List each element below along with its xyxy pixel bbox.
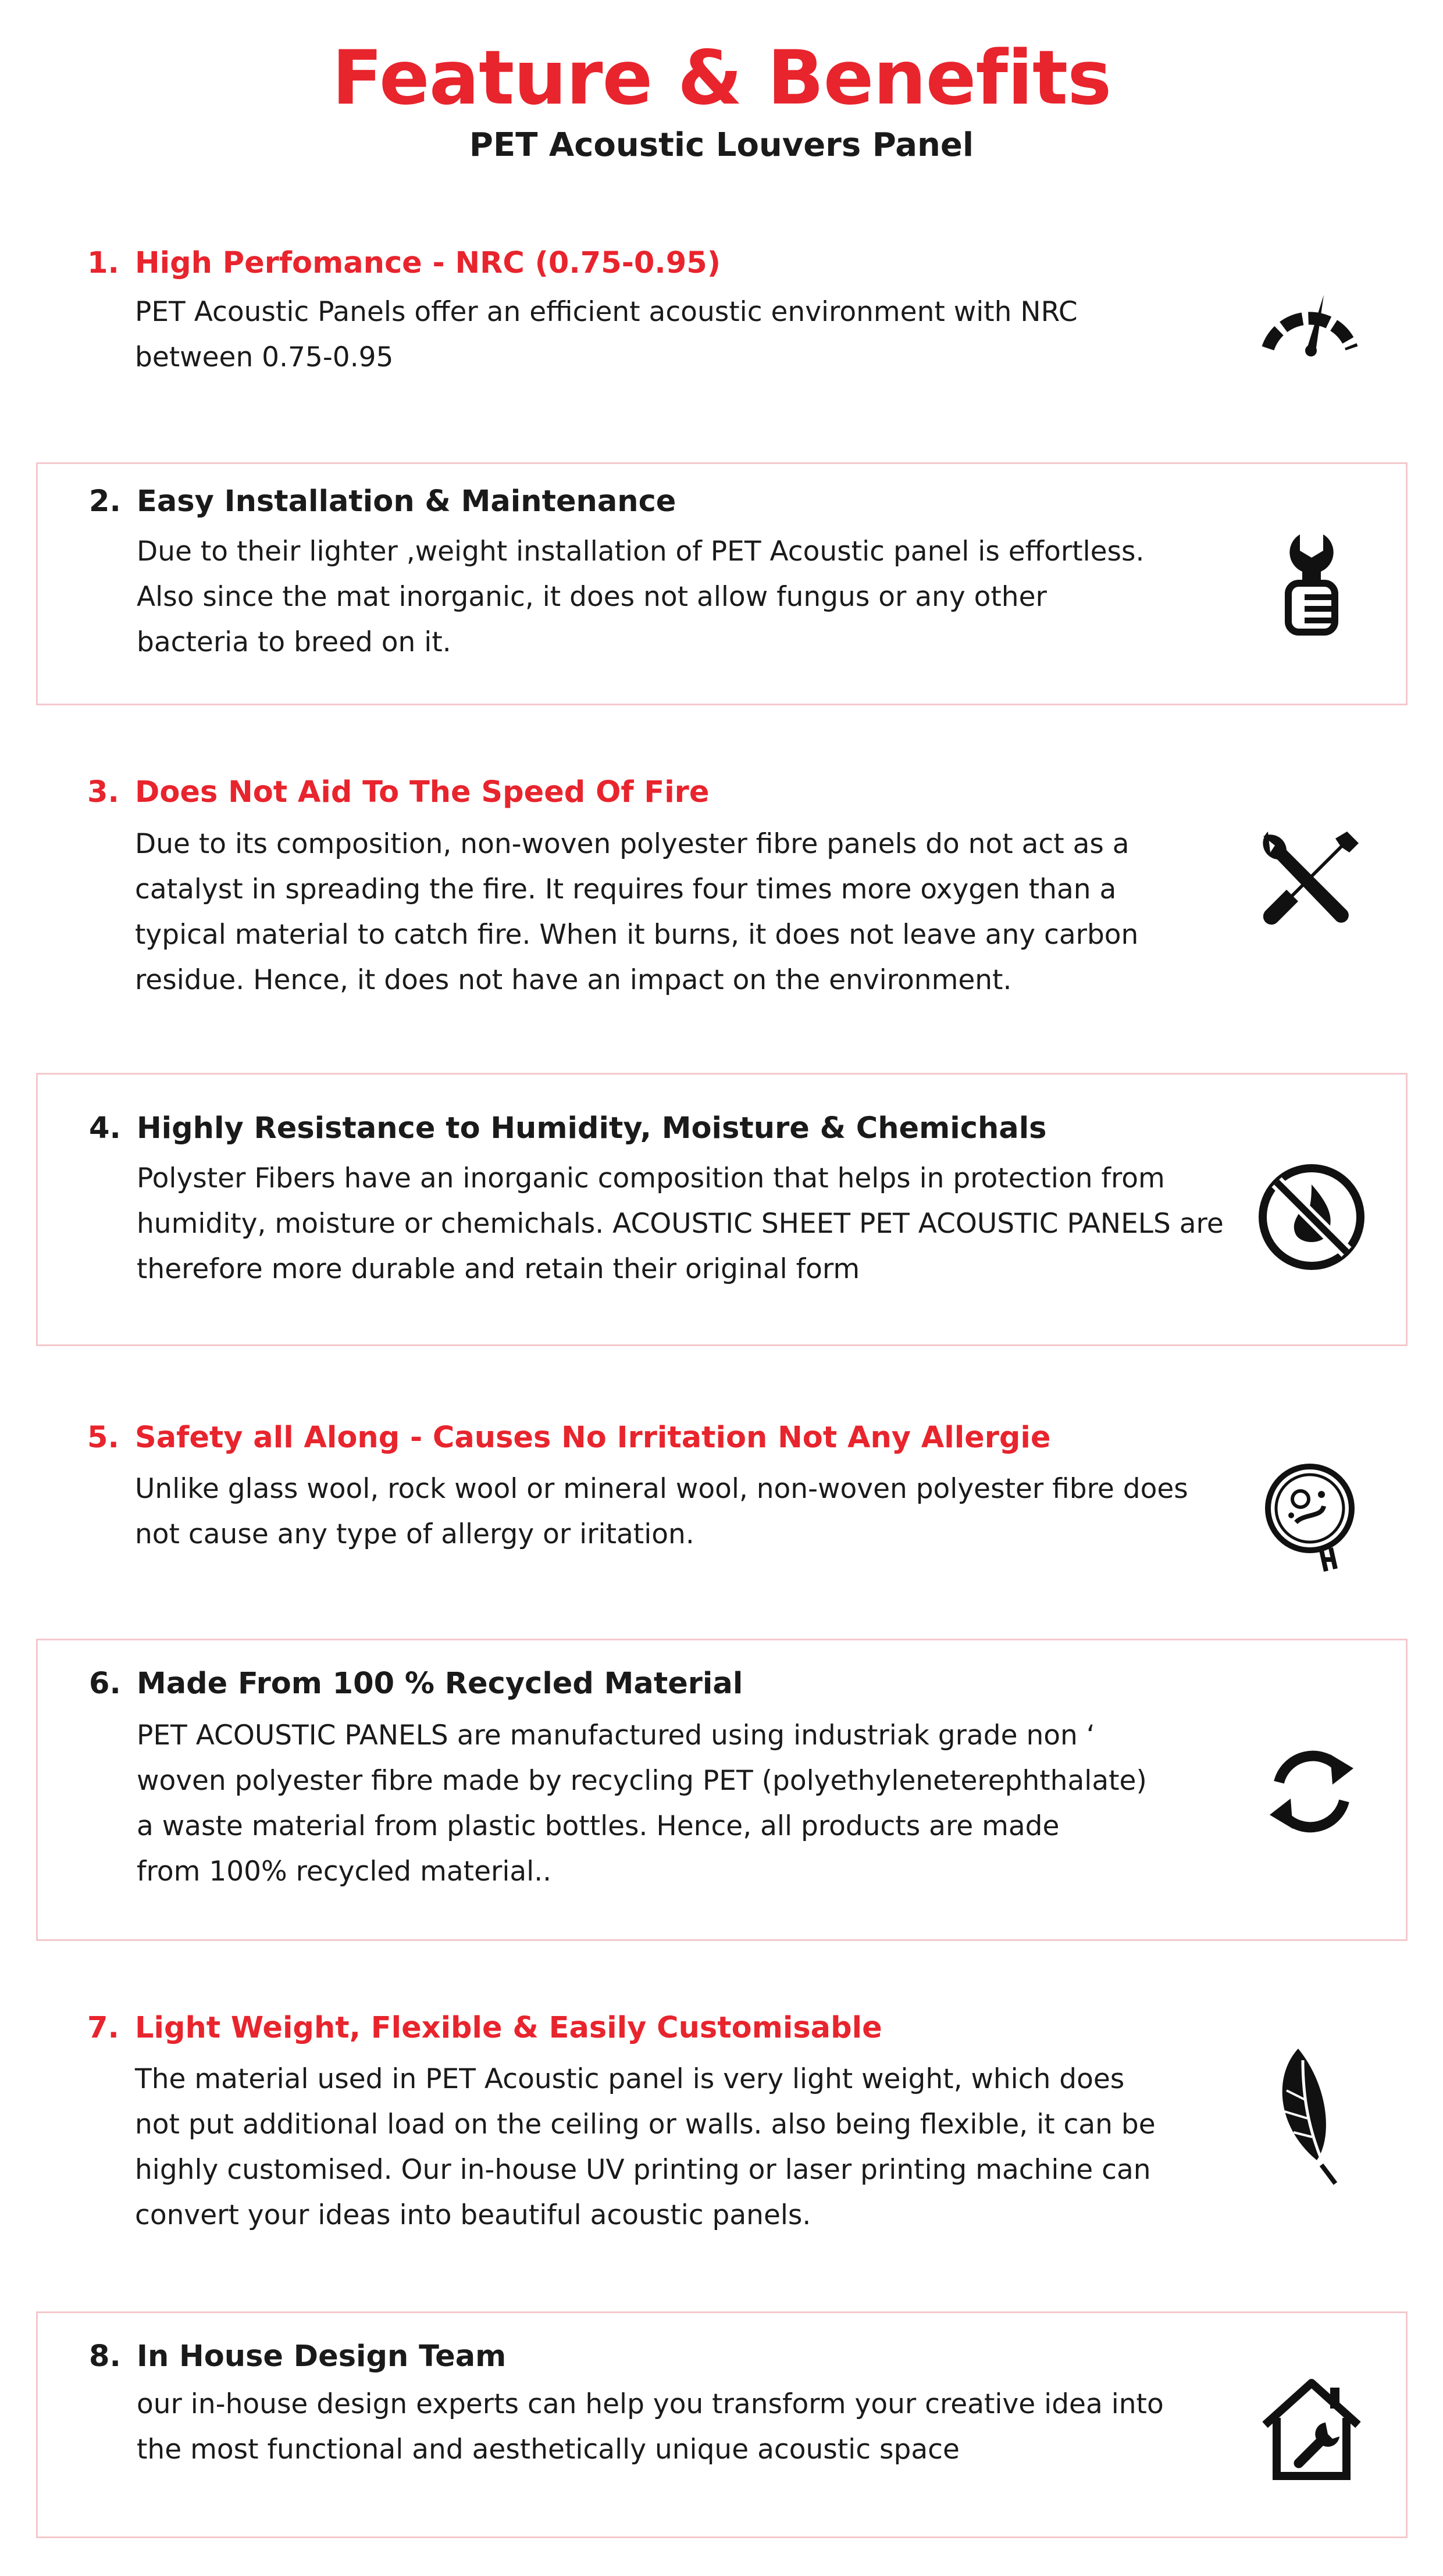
feature-item-4 — [36, 1073, 1408, 1346]
speedometer-icon — [1252, 265, 1368, 381]
page-subtitle: PET Acoustic Louvers Panel — [469, 126, 974, 164]
feature-item-6 — [36, 1639, 1408, 1941]
feature-description: PET Acoustic Panels offer an efficient acoustic environment with NRC between 0.75-0.95 — [135, 296, 1078, 373]
feature-item-1 — [36, 221, 1408, 407]
feature-title: Safety all Along - Causes No Irritation Not Any Allergie — [135, 1421, 1051, 1455]
feature-description: Due to their lighter ,weight installation of PET Acoustic panel is effortless. Also since the mat inorganic, it does not allow fungus or any other bacteria to breed on it. — [137, 536, 1145, 658]
feature-item-7 — [36, 1986, 1408, 2271]
feature-item-3 — [36, 750, 1408, 1023]
feature-title: In House Design Team — [137, 2339, 507, 2374]
feature-description: PET ACOUSTIC PANELS are manufactured using industriak grade non ‘ woven polyester fibre made by recycling PET (polyethyleneterephthalate) a waste material from plastic bottles. Hence, all products are made from 100% recycled material.. — [137, 1719, 1147, 1888]
feature-title: Made From 100 % Recycled Material — [137, 1667, 743, 1701]
feature-description: The material used in PET Acoustic panel is very light weight, which does not put additional load on the ceiling or walls. also being flexible, it can be highly customised. Our in-house UV printing or laser printing machine can convert your ideas into beautiful acoustic panels. — [135, 2063, 1156, 2231]
feature-number: 4. — [89, 1111, 121, 1146]
feature-title: Easy Installation & Maintenance — [137, 484, 676, 519]
feature-number: 1. — [87, 246, 119, 280]
feature-number: 6. — [89, 1667, 121, 1701]
page-title: Feature & Benefits — [332, 35, 1111, 122]
feature-number: 8. — [89, 2339, 121, 2374]
house-wrench-icon — [1253, 2371, 1370, 2488]
wrench-screwdriver-icon — [1252, 820, 1368, 936]
feature-number: 2. — [89, 484, 121, 519]
feature-title: High Perfomance - NRC (0.75-0.95) — [135, 246, 721, 280]
feature-title: Light Weight, Flexible & Easily Customisable — [135, 2011, 882, 2045]
no-fire-icon — [1253, 1159, 1370, 1275]
feature-description: Unlike glass wool, rock wool or mineral wool, non-woven polyester fibre does not cause any type of allergy or iritation. — [135, 1473, 1188, 1550]
feature-number: 7. — [87, 2011, 119, 2045]
feature-item-2 — [36, 462, 1408, 705]
feature-number: 3. — [87, 775, 119, 809]
bacteria-magnifier-icon — [1252, 1460, 1368, 1576]
feature-description: our in-house design experts can help you transform your creative idea into the most functional and aesthetically unique acoustic space — [137, 2388, 1164, 2466]
feature-description: Polyster Fibers have an inorganic composition that helps in protection from humidity, moisture or chemichals. ACOUSTIC SHEET PET ACOUSTIC PANELS are therefore more durable and retain their original form — [137, 1162, 1224, 1285]
feature-item-8 — [36, 2311, 1408, 2538]
feature-number: 5. — [87, 1421, 119, 1455]
feature-title: Does Not Aid To The Speed Of Fire — [135, 775, 710, 809]
feature-item-5 — [36, 1396, 1408, 1640]
recycle-icon — [1253, 1733, 1370, 1850]
feather-icon — [1252, 2044, 1368, 2189]
feature-description: Due to its composition, non-woven polyester fibre panels do not act as a catalyst in spreading the fire. It requires four times more oxygen than a typical material to catch fire. When it burns, it does not leave any carbon residue. Hence, it does not have an impact on the environment. — [135, 828, 1139, 996]
hand-wrench-icon — [1253, 525, 1370, 641]
feature-title: Highly Resistance to Humidity, Moisture & Chemichals — [137, 1111, 1047, 1146]
page-header — [0, 29, 1443, 169]
